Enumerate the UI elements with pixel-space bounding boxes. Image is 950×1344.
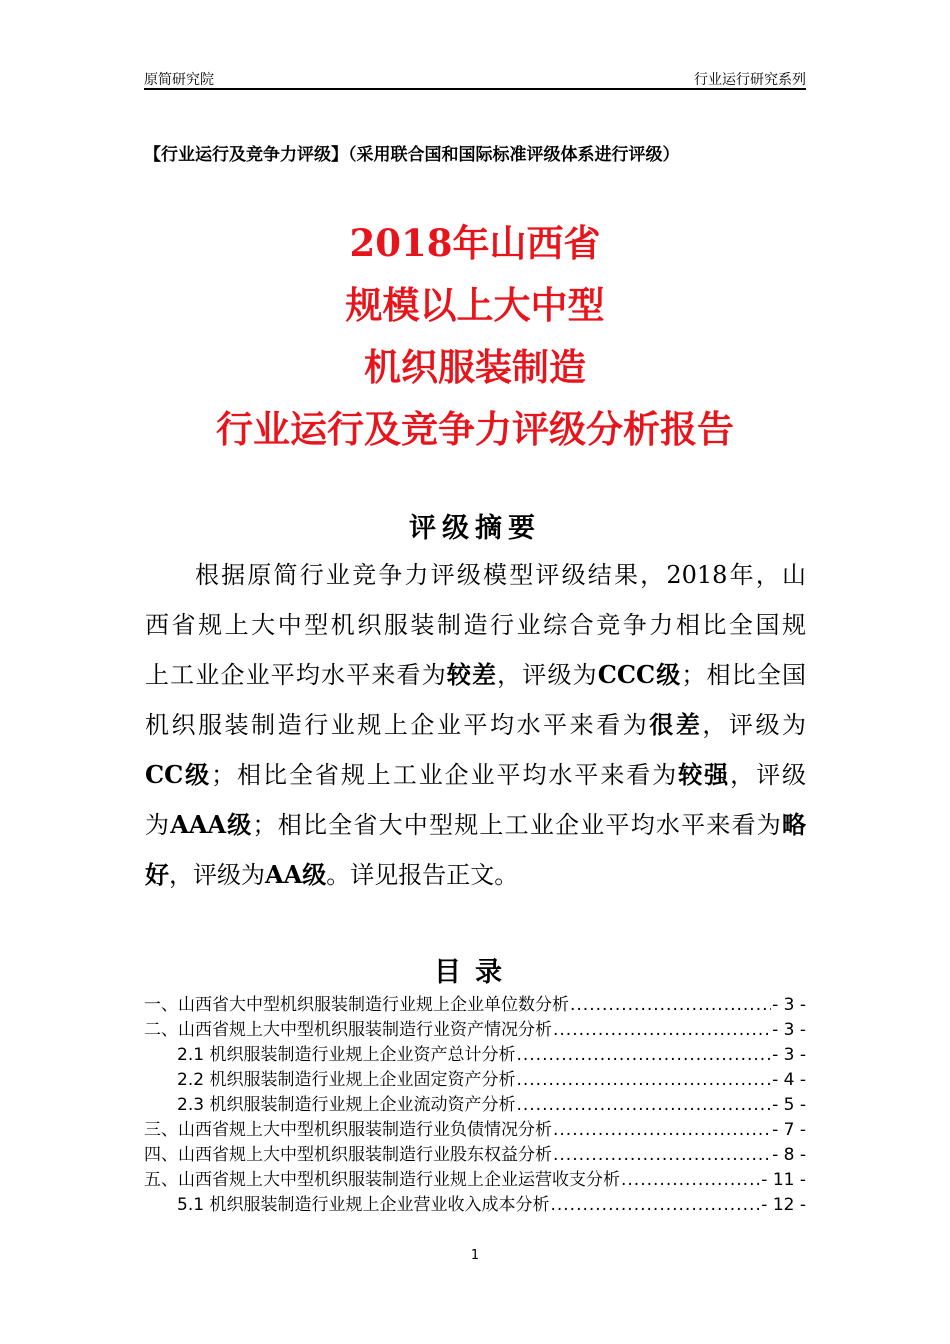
header-org: 原简研究院 xyxy=(144,72,214,88)
summary-line xyxy=(145,750,806,800)
text: ，评级为 xyxy=(702,711,807,739)
toc-page: - 8 - xyxy=(772,1145,806,1165)
toc-label: 2.3 机织服装制造行业规上企业流动资产分析 xyxy=(177,1095,516,1115)
text: 上工业企业平均水平来看为 xyxy=(145,661,447,689)
toc-label: 一、山西省大中型机织服装制造行业规上企业单位数分析 xyxy=(144,995,569,1015)
toc-label: 2.2 机织服装制造行业规上企业固定资产分析 xyxy=(177,1070,516,1090)
report-tagline: 【行业运行及竞争力评级】（采用联合国和国际标准评级体系进行评级） xyxy=(144,145,680,165)
rating-grade: AAA级 xyxy=(170,810,253,839)
toc-leader xyxy=(516,1043,771,1068)
rating-grade: AA级 xyxy=(265,860,327,889)
summary-line xyxy=(145,700,806,750)
toc-leader xyxy=(570,993,771,1018)
summary-heading: 评级摘要 xyxy=(409,513,541,544)
summary-line xyxy=(145,800,806,850)
toc-page: - 4 - xyxy=(772,1070,806,1090)
text: ，评级为 xyxy=(169,861,265,889)
text: ；相比全国 xyxy=(681,661,807,689)
summary-line xyxy=(145,550,806,600)
toc-item[interactable] xyxy=(144,1143,806,1168)
text: ；相比全省大中型规上工业企业平均水平来看为 xyxy=(252,811,782,839)
toc-page: - 5 - xyxy=(772,1095,806,1115)
toc-label: 三、山西省规上大中型机织服装制造行业负债情况分析 xyxy=(144,1120,552,1140)
toc-page: - 3 - xyxy=(772,1020,806,1040)
toc-leader xyxy=(550,1193,760,1218)
title-line: 规模以上大中型 xyxy=(345,283,605,327)
header-series: 行业运行研究系列 xyxy=(694,72,806,88)
rating-term: 很差 xyxy=(649,710,703,739)
title-line: 2018年山西省 xyxy=(349,221,601,265)
toc-leader xyxy=(621,1168,760,1193)
toc-item[interactable] xyxy=(144,1068,806,1093)
toc-item[interactable] xyxy=(144,1193,806,1218)
rating-grade: CCC级 xyxy=(597,660,682,689)
page-header xyxy=(144,68,806,90)
table-of-contents xyxy=(144,993,806,1218)
text: 机织服装制造行业规上企业平均水平来看为 xyxy=(145,711,650,739)
toc-page: - 11 - xyxy=(761,1170,806,1190)
toc-page: - 7 - xyxy=(772,1120,806,1140)
report-title xyxy=(0,212,950,460)
summary-line xyxy=(145,650,806,700)
toc-item[interactable] xyxy=(144,1093,806,1118)
rating-term: 较强 xyxy=(678,760,731,789)
toc-label: 5.1 机织服装制造行业规上企业营业收入成本分析 xyxy=(177,1195,550,1215)
toc-page: - 3 - xyxy=(772,995,806,1015)
text: 为 xyxy=(145,811,171,839)
toc-item[interactable] xyxy=(144,993,806,1018)
text: 。详见报告正文。 xyxy=(326,861,519,889)
toc-item[interactable] xyxy=(144,1168,806,1193)
toc-page: - 3 - xyxy=(772,1045,806,1065)
summary-line xyxy=(145,850,806,900)
title-line: 行业运行及竞争力评级分析报告 xyxy=(216,407,734,451)
text: 根据原简行业竞争力评级模型评级结果，2018年，山 xyxy=(195,561,806,589)
toc-leader xyxy=(516,1068,771,1093)
summary-paragraph xyxy=(145,550,806,900)
rating-term: 好 xyxy=(145,860,169,889)
summary-line xyxy=(145,600,806,650)
toc-leader xyxy=(553,1118,771,1143)
toc-label: 2.1 机织服装制造行业规上企业资产总计分析 xyxy=(177,1045,516,1065)
toc-item[interactable] xyxy=(144,1118,806,1143)
toc-label: 二、山西省规上大中型机织服装制造行业资产情况分析 xyxy=(144,1020,552,1040)
rating-term: 略 xyxy=(782,810,806,839)
text: ，评级 xyxy=(730,761,807,789)
rating-grade: CC级 xyxy=(145,760,212,789)
text: 西省规上大中型机织服装制造行业综合竞争力相比全国规 xyxy=(145,611,806,639)
toc-leader xyxy=(516,1093,771,1118)
toc-item[interactable] xyxy=(144,1043,806,1068)
title-line: 机织服装制造 xyxy=(364,345,586,389)
toc-leader xyxy=(553,1143,771,1168)
toc-label: 五、山西省规上大中型机织服装制造行业规上企业运营收支分析 xyxy=(144,1170,620,1190)
toc-heading: 目录 xyxy=(434,957,516,988)
page-number: 1 xyxy=(470,1248,480,1263)
text: ，评级为 xyxy=(497,661,598,689)
rating-term: 较差 xyxy=(446,660,498,689)
toc-leader xyxy=(553,1018,771,1043)
toc-label: 四、山西省规上大中型机织服装制造行业股东权益分析 xyxy=(144,1145,552,1165)
text: ；相比全省规上工业企业平均水平来看为 xyxy=(211,761,679,789)
toc-page: - 12 - xyxy=(761,1195,806,1215)
toc-item[interactable] xyxy=(144,1018,806,1043)
